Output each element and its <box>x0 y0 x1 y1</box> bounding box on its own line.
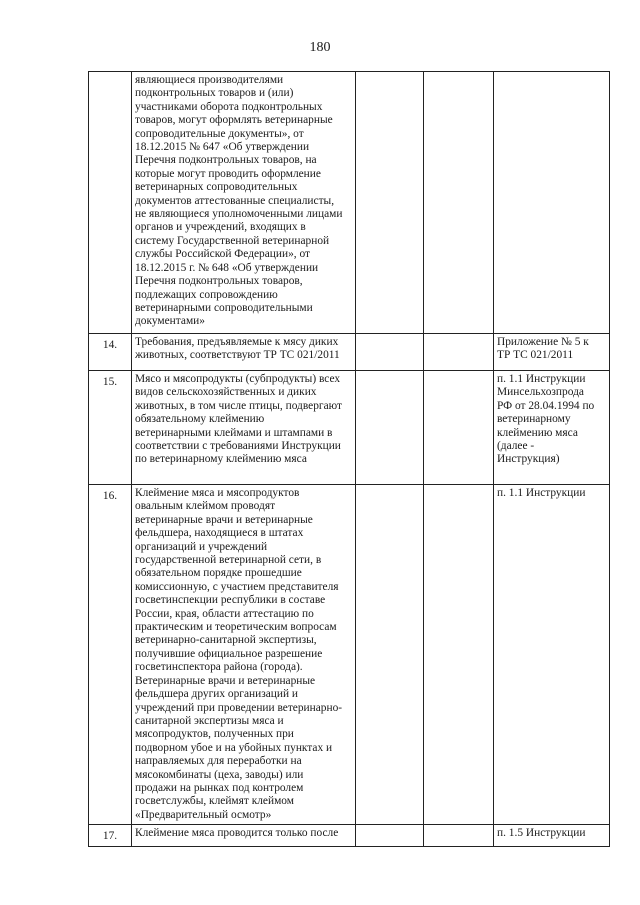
requirement-text-line: документов аттестованные специалисты, <box>135 194 335 207</box>
requirement-text-line: Мясо и мясопродукты (субпродукты) всех <box>135 373 341 385</box>
requirement-text-line: госветслужбы, клеймят клеймом <box>135 795 294 808</box>
row-number: 14. <box>102 339 118 351</box>
requirement-text-line: товаров, могут оформлять ветеринарные <box>135 114 333 127</box>
row-number <box>92 74 128 77</box>
reference-line: Приложение № 5 к <box>497 336 589 348</box>
requirement-text-line: Клеймение мяса и мясопродуктов <box>135 487 300 499</box>
requirement-text-line: сопроводительные документы», от <box>135 127 304 140</box>
row-number: 15. <box>102 376 118 388</box>
requirement-text-line: госветинспектора района (города). <box>135 661 303 674</box>
requirement-text-line: ветеринарными клеймами и штампами в <box>135 426 333 439</box>
page-number: 180 <box>309 40 331 55</box>
requirement-text-line: подлежащих сопровождению <box>135 288 278 301</box>
requirement-text-line: соответствии с требованиями Инструкции <box>135 440 341 453</box>
requirement-text-line: не являющиеся уполномоченными лицами <box>135 208 343 221</box>
requirement-text-line: фельдшера, находящиеся в штатах <box>135 527 304 540</box>
empty-cell <box>356 371 424 485</box>
reference-line: Инструкция) <box>497 453 560 466</box>
requirement-text-line: Клеймение мяса проводится только после <box>135 827 339 840</box>
requirement-text-cell <box>132 334 356 371</box>
empty-cell <box>424 334 494 371</box>
requirement-text-line: Перечня подконтрольных товаров, <box>135 275 303 288</box>
requirement-text-line: подконтрольных товаров и (или) <box>135 87 294 100</box>
requirement-text-line: санитарной экспертизы мяса и <box>135 714 284 727</box>
requirement-text-line: Требования, предъявляемые к мясу диких <box>135 336 339 348</box>
requirement-text-line: систему Государственной ветеринарной <box>135 234 330 247</box>
requirement-text-line: мясопродуктов, полученных при <box>135 728 294 741</box>
requirement-text-line: подворном убое и на убойных пунктах и <box>135 741 333 754</box>
reference-line: ТР ТС 021/2011 <box>497 349 574 362</box>
row-number-cell <box>89 72 132 334</box>
empty-cell <box>356 485 424 825</box>
reference-cell <box>494 371 610 485</box>
row-number-cell <box>89 371 132 485</box>
requirement-text-line: 18.12.2015 № 647 «Об утверждении <box>135 141 310 154</box>
reference-cell <box>494 72 610 334</box>
requirement-text-line: Ветеринарные врачи и ветеринарные <box>135 674 316 687</box>
requirement-text-line: органов и учреждений, входящих в <box>135 221 306 234</box>
table-row <box>89 371 610 485</box>
requirement-text-line: являющиеся производителями <box>135 74 284 86</box>
requirement-text-line: государственной ветеринарной сети, в <box>135 554 322 567</box>
requirement-text-line: мясокомбинаты (цеха, заводы) или <box>135 768 304 781</box>
table-body <box>89 72 610 847</box>
requirement-text-line: ветеринарными сопроводительными <box>135 301 313 314</box>
row-number-cell <box>89 825 132 846</box>
reference-cell <box>494 334 610 371</box>
reference-line: (далее - <box>497 440 535 453</box>
empty-cell <box>424 371 494 485</box>
requirement-text-line: документами» <box>135 315 205 328</box>
requirement-text-line: получившие официальное разрешение <box>135 647 323 660</box>
requirement-text-cell <box>132 371 356 485</box>
requirement-text-line: по ветеринарному клеймению мяса <box>135 453 307 466</box>
reference-line: РФ от 28.04.1994 по <box>497 399 595 412</box>
requirement-text-line: животных, в том числе птицы, подвергают <box>135 399 342 412</box>
reference-cell <box>494 825 610 846</box>
requirement-text-line: ветеринарных сопроводительных <box>135 181 298 194</box>
requirement-text-line: продажи на рынках под контролем <box>135 781 304 794</box>
requirement-text-line: организаций и учреждений <box>135 540 268 553</box>
reference-line: Минсельхозпрода <box>497 386 584 399</box>
requirement-text-line: фельдшера других организаций и <box>135 688 298 701</box>
table-row <box>89 334 610 371</box>
row-number-cell <box>89 485 132 825</box>
requirement-text-line: службы Российской Федерации», от <box>135 248 310 261</box>
row-number: 17. <box>102 830 118 843</box>
requirement-text-line: учреждений при проведении ветеринарно- <box>135 701 343 714</box>
requirement-text-line: видов сельскохозяйственных и диких <box>135 386 317 399</box>
requirement-text-line: ветеринарные врачи и ветеринарные <box>135 513 313 526</box>
table-row <box>89 485 610 825</box>
requirement-text-line: России, края, области аттестацию по <box>135 607 314 620</box>
requirement-text-cell <box>132 825 356 846</box>
reference-line: клеймению мяса <box>497 426 578 439</box>
empty-cell <box>424 72 494 334</box>
row-number-cell <box>89 334 132 371</box>
table-row <box>89 825 610 846</box>
requirement-text-line: участниками оборота подконтрольных <box>135 100 323 113</box>
empty-cell <box>424 825 494 846</box>
requirement-text-line: ветеринарно-санитарной экспертизы, <box>135 634 317 647</box>
reference-cell <box>494 485 610 825</box>
requirements-table <box>88 71 610 847</box>
requirement-text-line: 18.12.2015 г. № 648 «Об утверждении <box>135 261 319 274</box>
empty-cell <box>356 334 424 371</box>
requirement-text-line: направляемых для переработки на <box>135 755 302 768</box>
reference-line: п. 1.1 Инструкции <box>497 373 586 385</box>
requirement-text-cell <box>132 72 356 334</box>
empty-cell <box>424 485 494 825</box>
reference-line: п. 1.1 Инструкции <box>497 487 586 499</box>
requirement-text-line: госветинспекции республики в составе <box>135 594 326 607</box>
table-row <box>89 72 610 334</box>
empty-cell <box>356 72 424 334</box>
row-number: 16. <box>102 490 118 502</box>
requirement-text-line: обязательном порядке прошедшие <box>135 567 302 580</box>
reference-line: ветеринарному <box>497 413 571 426</box>
requirement-text-line: Перечня подконтрольных товаров, на <box>135 154 317 167</box>
empty-cell <box>356 825 424 846</box>
requirement-text-line: комиссионную, с участием представителя <box>135 580 339 593</box>
requirement-text-cell <box>132 485 356 825</box>
requirement-text-line: животных, соответствуют ТР ТС 021/2011 <box>135 349 340 362</box>
reference-line: п. 1.5 Инструкции <box>497 827 586 840</box>
requirement-text-line: обязательному клеймению <box>135 413 265 426</box>
requirement-text-line: «Предварительный осмотр» <box>135 808 272 821</box>
requirement-text-line: овальным клеймом проводят <box>135 500 276 513</box>
requirement-text-line: которые могут проводить оформление <box>135 167 321 180</box>
requirement-text-line: практическим и теоретическим вопросам <box>135 621 337 634</box>
